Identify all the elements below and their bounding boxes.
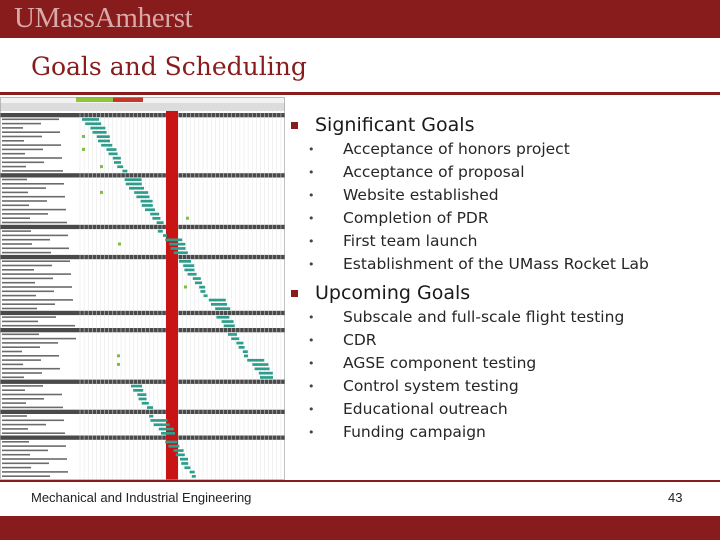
section-row: [0, 173, 285, 177]
title-divider: [0, 92, 720, 95]
task-bar: [247, 359, 264, 362]
task-bar: [168, 445, 179, 448]
page-number: 43: [668, 490, 683, 505]
task-bar: [159, 428, 174, 431]
header-bar: [0, 0, 720, 38]
task-label: [2, 415, 27, 417]
task-bar: [113, 157, 121, 160]
task-label: [2, 123, 41, 125]
task-label: [2, 209, 66, 211]
task-label: [2, 355, 59, 357]
section-heading-text: Upcoming Goals: [315, 282, 471, 304]
task-bar: [93, 131, 107, 134]
section-heading: [291, 281, 716, 306]
task-bar: [114, 161, 121, 164]
task-bar: [255, 368, 270, 371]
task-bar: [239, 346, 245, 349]
task-label: [2, 398, 44, 400]
task-bar: [169, 243, 185, 246]
task-bar: [165, 239, 182, 242]
task-bar: [181, 462, 188, 465]
task-bar: [147, 406, 153, 409]
task-label: [2, 458, 67, 460]
list-item: • Establishment of the UMass Rocket Lab: [305, 253, 716, 276]
milestone-marker: [100, 191, 103, 194]
task-label: [2, 230, 31, 232]
task-label: [2, 235, 68, 237]
task-bar: [244, 355, 248, 358]
milestone-marker: [118, 243, 121, 246]
task-label: [2, 157, 62, 159]
task-bar: [204, 294, 208, 297]
task-label: [2, 402, 26, 404]
task-bar: [85, 122, 101, 125]
task-label: [2, 299, 73, 301]
task-bar: [188, 273, 197, 276]
milestone-marker: [117, 363, 120, 366]
task-label: [2, 316, 56, 318]
task-label: [2, 282, 35, 284]
task-label: [2, 200, 47, 202]
task-label: [2, 136, 42, 138]
task-bar: [163, 234, 167, 237]
task-bar: [193, 277, 201, 280]
task-bar: [161, 432, 175, 435]
section-significant-goals: [291, 113, 716, 276]
task-bar: [137, 393, 146, 396]
task-bar: [171, 247, 186, 250]
task-label: [2, 475, 50, 477]
task-label: [2, 303, 55, 305]
task-bar: [154, 423, 170, 426]
task-label: [2, 325, 75, 327]
goal-list: [291, 306, 716, 444]
task-label: [2, 428, 28, 430]
task-label: [2, 170, 63, 172]
milestone-marker: [186, 217, 189, 220]
square-bullet-icon: [291, 290, 298, 297]
task-bar: [142, 402, 149, 405]
task-bar: [90, 127, 105, 130]
task-label: [2, 372, 42, 374]
task-label: [2, 187, 46, 189]
section-row: [0, 113, 285, 117]
task-bar: [136, 196, 149, 199]
task-label: [2, 166, 26, 168]
task-label: [2, 205, 29, 207]
milestone-marker: [117, 354, 120, 357]
bullet-icon: •: [308, 311, 315, 324]
task-bar: [134, 191, 148, 194]
task-label: [2, 450, 48, 452]
task-label: [2, 432, 65, 434]
task-bar: [209, 299, 226, 302]
task-label: [2, 278, 53, 280]
task-label: [2, 248, 69, 250]
task-label: [2, 131, 60, 133]
bullet-icon: •: [308, 189, 315, 202]
task-bar: [150, 419, 167, 422]
task-bar: [125, 178, 142, 181]
list-item: • First team launch: [305, 230, 716, 253]
task-label: [2, 334, 39, 336]
task-bar: [183, 264, 194, 267]
task-label: [2, 385, 43, 387]
task-label: [2, 364, 23, 366]
footer-bar: [0, 516, 720, 540]
task-bar: [117, 165, 123, 168]
task-label: [2, 273, 71, 275]
gantt-chart-image: [0, 97, 285, 480]
task-label: [2, 149, 43, 151]
task-label: [2, 308, 37, 310]
task-label: [2, 192, 28, 194]
task-bar: [216, 316, 229, 319]
task-label: [2, 153, 25, 155]
task-bar: [190, 471, 195, 474]
task-label: [2, 420, 64, 422]
task-bar: [165, 441, 177, 444]
task-bar: [131, 385, 142, 388]
task-bar: [222, 320, 234, 323]
task-label: [2, 338, 76, 340]
task-bar: [260, 376, 273, 379]
task-bar: [157, 221, 164, 224]
task-label: [2, 359, 41, 361]
task-label: [2, 243, 32, 245]
section-row: [0, 436, 285, 440]
task-label: [2, 269, 34, 271]
task-label: [2, 265, 52, 267]
task-label: [2, 463, 49, 465]
department-name: Mechanical and Industrial Engineering: [31, 490, 252, 505]
task-label: [2, 222, 67, 224]
square-bullet-icon: [291, 122, 298, 129]
task-bar: [231, 337, 239, 340]
slide-title: Goals and Scheduling: [31, 52, 307, 81]
task-label: [2, 407, 63, 409]
milestone-marker: [82, 148, 85, 151]
task-bar: [179, 260, 191, 263]
task-label: [2, 368, 60, 370]
task-bar: [243, 350, 248, 353]
task-bar: [106, 148, 116, 151]
task-bar: [176, 454, 185, 457]
bullet-icon: •: [308, 426, 315, 439]
task-bar: [252, 363, 268, 366]
list-item: • Funding campaign: [305, 421, 716, 444]
task-bar: [158, 230, 163, 233]
gantt-timescale: [0, 103, 285, 111]
section-row: [0, 328, 285, 332]
bullet-icon: •: [308, 357, 315, 370]
task-label: [2, 260, 70, 262]
task-bar: [211, 303, 227, 306]
task-bar: [195, 282, 202, 285]
task-bar: [82, 118, 99, 121]
task-bar: [101, 144, 112, 147]
section-heading-text: Significant Goals: [315, 114, 475, 136]
task-label: [2, 377, 24, 379]
task-label: [2, 424, 46, 426]
task-label: [2, 217, 30, 219]
task-label: [2, 119, 59, 121]
task-bar: [199, 286, 205, 289]
task-label: [2, 183, 64, 185]
section-upcoming-goals: [291, 281, 716, 444]
bullet-icon: •: [308, 380, 315, 393]
task-label: [2, 252, 51, 254]
section-row: [0, 225, 285, 229]
task-label: [2, 162, 44, 164]
task-bar: [97, 135, 110, 138]
task-bar: [259, 372, 273, 375]
task-label: [2, 213, 48, 215]
task-bar: [109, 153, 118, 156]
bullet-icon: •: [308, 258, 315, 271]
task-label: [2, 389, 25, 391]
task-bar: [174, 449, 184, 452]
task-bar: [122, 170, 127, 173]
section-row: [0, 380, 285, 384]
task-bar: [184, 466, 190, 469]
task-bar: [152, 217, 160, 220]
task-label: [2, 179, 27, 181]
task-label: [2, 144, 61, 146]
task-label: [2, 471, 68, 473]
task-label: [2, 196, 65, 198]
gantt-background: [0, 97, 285, 480]
footer-divider: [0, 480, 720, 482]
task-bar: [224, 325, 235, 328]
task-label: [2, 321, 38, 323]
milestone-marker: [100, 165, 103, 168]
task-label: [2, 346, 40, 348]
milestone-marker: [184, 286, 187, 289]
task-bar: [141, 200, 153, 203]
task-label: [2, 441, 29, 443]
task-label: [2, 445, 66, 447]
list-item: • Acceptance of proposal: [305, 161, 716, 184]
bullet-icon: •: [308, 403, 315, 416]
bullet-icon: •: [308, 212, 315, 225]
task-label: [2, 394, 62, 396]
task-bar: [149, 415, 153, 418]
task-label: [2, 140, 24, 142]
task-bar: [139, 398, 147, 401]
task-bar: [192, 475, 196, 478]
task-label: [2, 295, 36, 297]
bullet-icon: •: [308, 143, 315, 156]
task-bar: [145, 208, 155, 211]
task-label: [2, 239, 50, 241]
task-bar: [129, 187, 144, 190]
section-row: [0, 410, 285, 414]
list-item: • CDR: [305, 329, 716, 352]
task-label: [2, 351, 22, 353]
section-row: [0, 255, 285, 259]
task-bar: [215, 307, 230, 310]
list-item: • Educational outreach: [305, 398, 716, 421]
bullet-icon: •: [308, 334, 315, 347]
task-label: [2, 342, 58, 344]
section-row: [0, 311, 285, 315]
bullet-icon: •: [308, 166, 315, 179]
list-item: • AGSE component testing: [305, 352, 716, 375]
section-heading: [291, 113, 716, 138]
task-bar: [98, 140, 110, 143]
university-logo: UMassAmherst: [14, 2, 193, 34]
milestone-marker: [82, 135, 85, 138]
goals-content: [291, 113, 716, 444]
task-bar: [184, 269, 194, 272]
task-label: [2, 286, 72, 288]
list-item: • Control system testing: [305, 375, 716, 398]
bullet-icon: •: [308, 235, 315, 248]
task-bar: [133, 389, 143, 392]
task-label: [2, 454, 30, 456]
task-bar: [200, 290, 205, 293]
list-item: • Completion of PDR: [305, 207, 716, 230]
task-bar: [236, 342, 243, 345]
goal-list: [291, 138, 716, 276]
list-item: • Website established: [305, 184, 716, 207]
task-bar: [150, 213, 159, 216]
task-bar: [174, 251, 188, 254]
task-bar: [228, 333, 237, 336]
task-bar: [180, 458, 188, 461]
task-label: [2, 127, 23, 129]
task-bar: [126, 183, 142, 186]
list-item: • Subscale and full-scale flight testing: [305, 306, 716, 329]
task-label: [2, 467, 31, 469]
task-bar: [142, 204, 153, 207]
list-item: • Acceptance of honors project: [305, 138, 716, 161]
task-label: [2, 291, 54, 293]
